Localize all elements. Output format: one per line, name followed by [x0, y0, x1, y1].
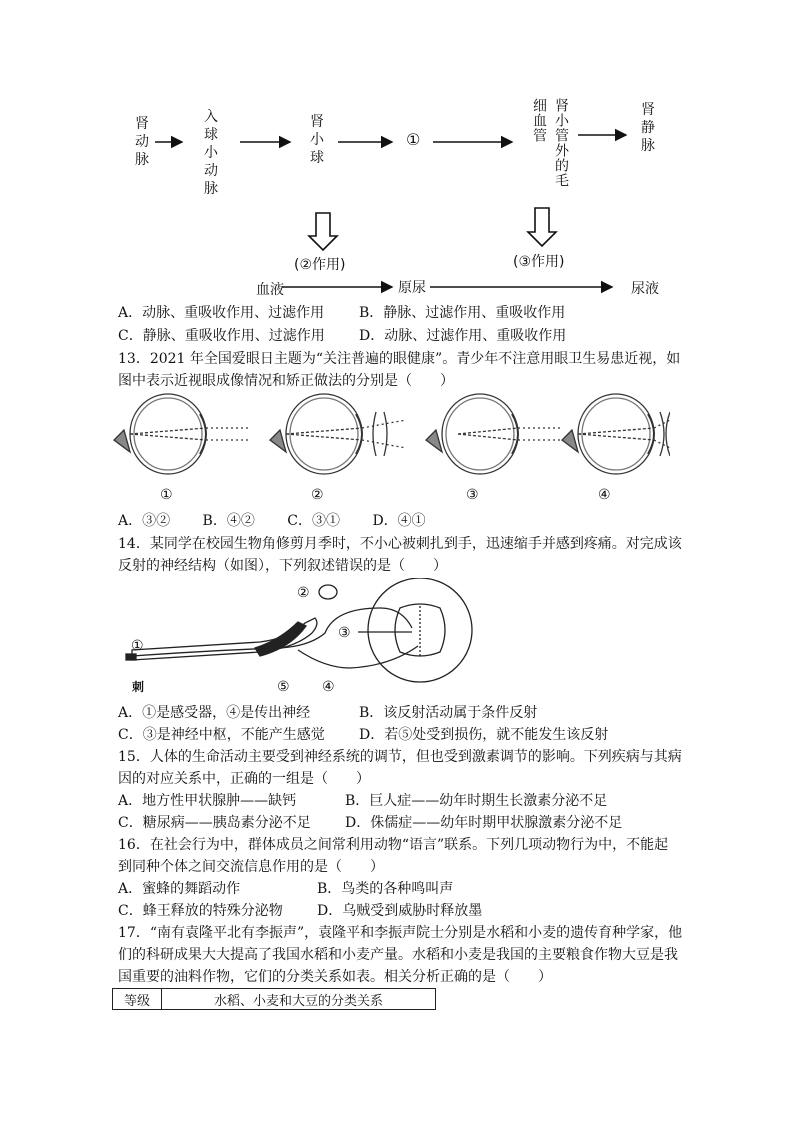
q12-option-b: B．静脉、过滤作用、重吸收作用: [359, 305, 566, 321]
hollow-down-arrow-3: [528, 208, 556, 246]
q15-stem-line2: 因的对应关系中，正确的一组是（ ）: [118, 771, 370, 787]
q15-option-c: C．糖尿病——胰岛素分泌不足: [118, 815, 311, 831]
reflex-arc-figure: [120, 578, 500, 698]
q14-stem-line2: 反射的神经结构（如图），下列叙述错误的是（ ）: [118, 558, 447, 574]
eye-label-3: ③: [466, 487, 479, 503]
node-renal-artery-text: 肾 动 脉: [135, 116, 149, 168]
eye-figure-3: [426, 394, 562, 474]
node-afferent-arteriole: 入 球 小 动 脉: [204, 109, 218, 197]
classification-table: [112, 988, 436, 1010]
table-row: [113, 989, 436, 1010]
q17-stem-line1: 17．“南有袁隆平北有李振声”，袁隆平和李振声院士分别是水稻和小麦的遗传育种学家，他: [118, 925, 683, 941]
reflex-label-5: ⑤: [277, 679, 290, 695]
eye-figure-4: [562, 394, 670, 474]
q13-options: A．③② B．④② C．③① D．④①: [118, 513, 426, 529]
q15-option-a: A．地方性甲状腺肿——缺钙: [118, 793, 297, 809]
q16-stem-line1: 16．在社会行为中，群体成员之间常利用动物“语言”联系。下列几项动物行为中，不能起: [118, 837, 669, 853]
node-glomerulus: 肾 小 球: [310, 114, 324, 166]
label-blood: 血液: [256, 282, 284, 298]
reflex-label-1: ①: [131, 638, 144, 654]
q15-option-d: D．侏儒症——幼年时期甲状腺激素分泌不足: [345, 815, 623, 831]
eye-label-2: ②: [311, 487, 324, 503]
q13-stem-line2: 图中表示近视眼成像情况和矫正做法的分别是（ ）: [118, 373, 454, 389]
eye-figure-1: [114, 394, 250, 474]
q17-stem-line2: 们的科研成果大大提高了我国水稻和小麦产量。水稻和小麦是我国的主要粮食作物大豆是我: [118, 947, 678, 963]
eye-label-1: ①: [160, 487, 173, 503]
q13-stem-line1: 13．2021 年全国爱眼日主题为“关注普遍的眼健康”。青少年不注意用眼卫生易患近视，如: [118, 351, 681, 367]
eye-figures: [110, 390, 670, 490]
eye-label-4: ④: [598, 487, 611, 503]
reflex-label-4: ④: [322, 679, 335, 695]
q15-stem-line1: 15．人体的生命活动主要受到神经系统的调节，但也受到激素调节的影响。下列疾病与其病: [118, 749, 682, 765]
node-capillaries: 肾小管外的毛细血管: [531, 98, 569, 188]
q16-option-a: A．蜜蜂的舞蹈动作: [118, 881, 241, 897]
table-header-relation: 水稻、小麦和大豆的分类关系: [162, 989, 436, 1010]
q12-option-c: C．静脉、重吸收作用、过滤作用: [118, 328, 325, 344]
ganglion: [319, 585, 337, 599]
q17-stem-line3: 国重要的油料作物，它们的分类关系如表。相关分析正确的是（ ）: [118, 969, 552, 985]
q12-option-a: A．动脉、重吸收作用、过滤作用: [118, 305, 325, 321]
q16-option-d: D．乌贼受到威胁时释放墨: [317, 903, 483, 919]
q16-option-c: C．蜂王释放的特殊分泌物: [118, 903, 283, 919]
thorn-label: 刺: [132, 680, 145, 694]
eye-figure-2: [270, 394, 406, 474]
reflex-label-2: ②: [297, 585, 310, 601]
label-primary-urine: 原尿: [398, 280, 426, 296]
node-renal-vein: 肾 静 脉: [641, 102, 655, 154]
label-action-3: (③作用): [513, 254, 565, 270]
label-action-2: (②作用): [294, 257, 346, 273]
hollow-down-arrow-2: [309, 213, 337, 250]
q15-option-b: B．巨人症——幼年时期生长激素分泌不足: [345, 793, 608, 809]
q16-stem-line2: 到同种个体之间交流信息作用的是（ ）: [118, 859, 384, 875]
q14-option-c: C．③是神经中枢，不能产生感觉: [118, 727, 325, 743]
flow-arrows: [0, 0, 794, 320]
q14-stem-line1: 14．某同学在校园生物角修剪月季时，不小心被刺扎到手，迅速缩手并感到疼痛。对完成该: [118, 536, 682, 552]
node-mark-1: ①: [406, 130, 421, 149]
q14-option-b: B．该反射活动属于条件反射: [359, 705, 538, 721]
table-header-grade: 等级: [113, 989, 162, 1010]
motor-nerve: [298, 646, 418, 668]
label-urine: 尿液: [631, 281, 659, 297]
q14-option-a: A．①是感受器，④是传出神经: [118, 705, 311, 721]
q14-option-d: D．若⑤处受到损伤，就不能发生该反射: [359, 727, 609, 743]
q16-option-b: B．鸟类的各种鸣叫声: [317, 881, 454, 897]
reflex-label-3: ③: [338, 625, 351, 641]
q12-option-d: D．动脉、过滤作用、重吸收作用: [359, 328, 567, 344]
